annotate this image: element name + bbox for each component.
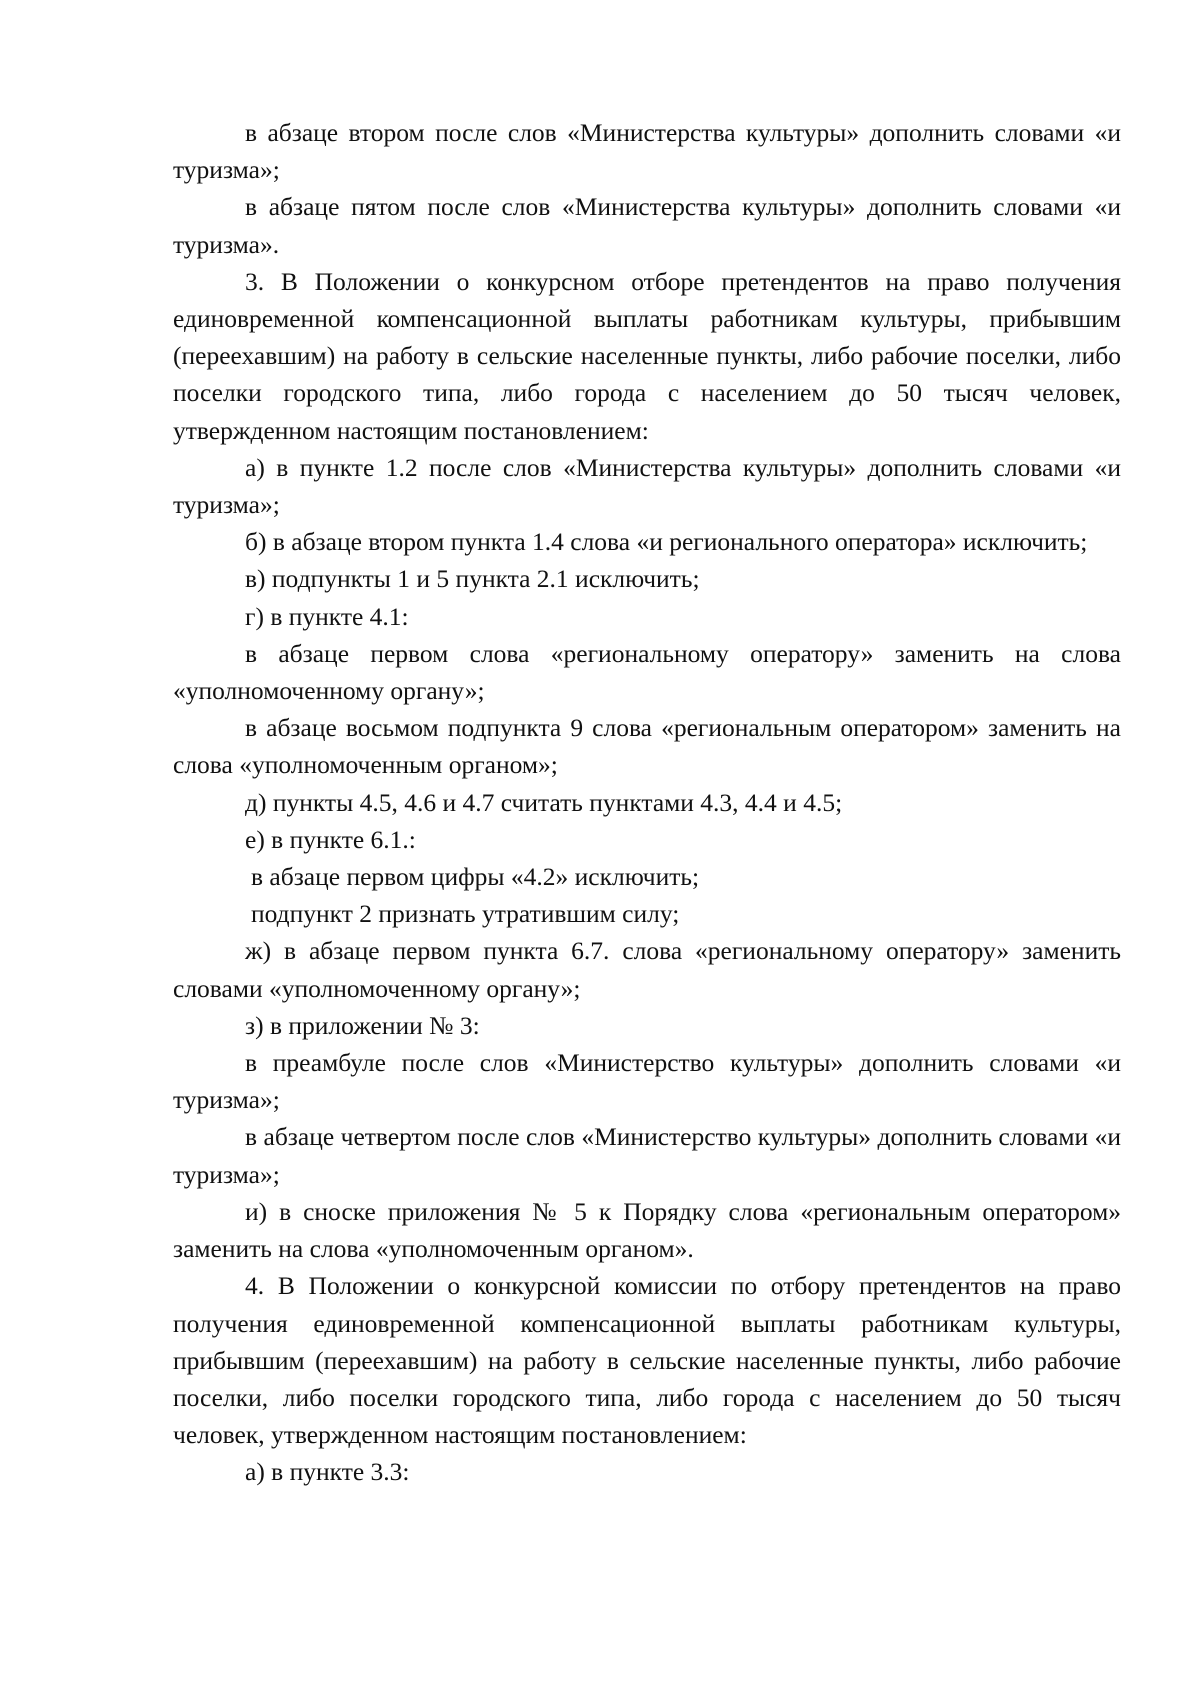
paragraph: в абзаце пятом после слов «Министерства культуры» дополнить словами «и туризма».: [173, 192, 1121, 259]
document-body: [173, 114, 1121, 1491]
paragraph: в абзаце втором после слов «Министерства культуры» дополнить словами «и туризма»;: [173, 118, 1121, 185]
paragraph: в абзаце первом слова «региональному оператору» заменить на слова «уполномоченному органу»;: [173, 638, 1121, 706]
paragraph: б) в абзаце втором пункта 1.4 слова «и регионального оператора» исключить;: [245, 527, 1088, 557]
paragraph: и) в сноске приложения № 5 к Порядку слова «региональным оператором» заменить на слова «уполномоченным органом».: [173, 1196, 1121, 1264]
paragraph: а) в пункте 3.3:: [245, 1457, 410, 1487]
paragraph: в) подпункты 1 и 5 пункта 2.1 исключить;: [245, 564, 700, 594]
paragraph: в абзаце первом цифры «4.2» исключить;: [251, 862, 700, 892]
paragraph: е) в пункте 6.1.:: [245, 824, 416, 854]
paragraph: в преамбуле после слов «Министерство культуры» дополнить словами «и туризма»;: [173, 1048, 1121, 1115]
paragraph: подпункт 2 признать утратившим силу;: [251, 899, 680, 929]
paragraph: г) в пункте 4.1:: [245, 601, 409, 631]
paragraph: 4. В Положении о конкурсной комиссии по отбору претендентов на право получения единовременной компенсационной выплаты работникам культуры, прибывшим (переехавшим) на работу в сельские населенные пункты, либо рабочие поселки, либо поселки городского типа, либо города с населением до 50 тысяч человек, утвержденном настоящим постановлением:: [173, 1271, 1121, 1450]
paragraph: з) в приложении № 3:: [245, 1010, 480, 1040]
paragraph: д) пункты 4.5, 4.6 и 4.7 считать пунктами 4.3, 4.4 и 4.5;: [245, 787, 843, 817]
paragraph: ж) в абзаце первом пункта 6.7. слова «региональному оператору» заменить словами «уполномоченному органу»;: [173, 936, 1121, 1003]
paragraph: 3. В Положении о конкурсном отборе претендентов на право получения единовременной компенсационной выплаты работникам культуры, прибывшим (переехавшим) на работу в сельские населенные пункты, либо рабочие поселки, либо поселки городского типа, либо города с населением до 50 тысяч человек, утвержденном настоящим постановлением:: [173, 266, 1121, 445]
paragraph: в абзаце четвертом после слов «Министерство культуры» дополнить словами «и туризма»;: [173, 1122, 1121, 1189]
paragraph: а) в пункте 1.2 после слов «Министерства культуры» дополнить словами «и туризма»;: [173, 452, 1121, 520]
paragraph: в абзаце восьмом подпункта 9 слова «региональным оператором» заменить на слова «уполномоченным органом»;: [173, 713, 1121, 780]
